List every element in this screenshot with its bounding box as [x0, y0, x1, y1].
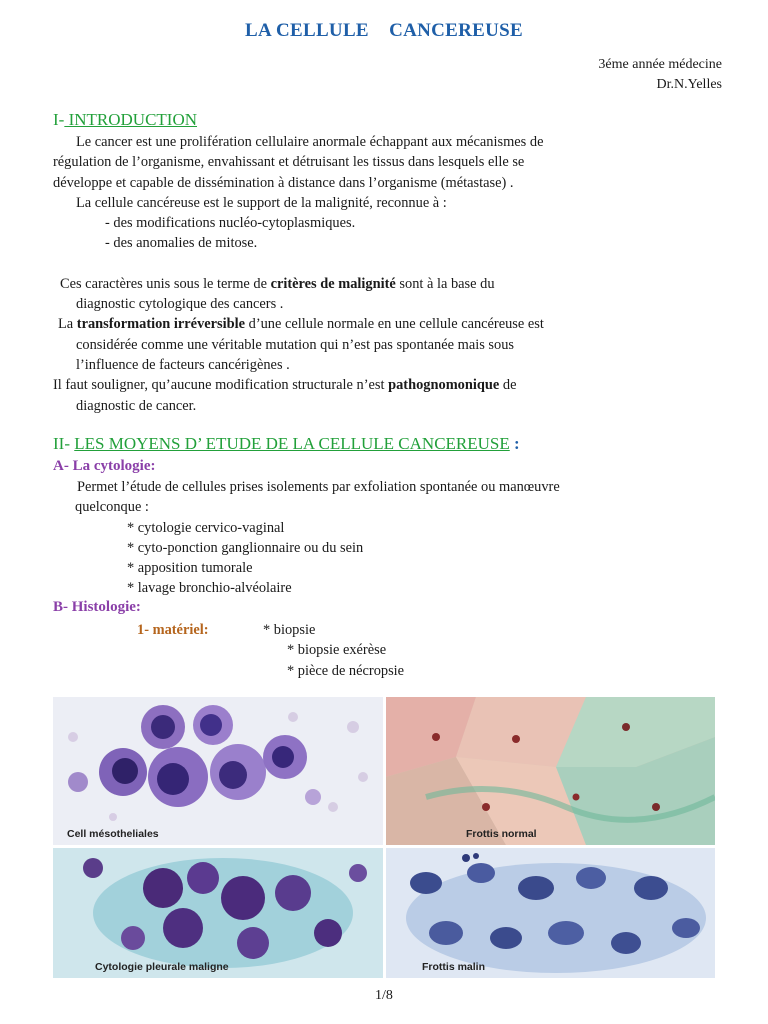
document-title: LA CELLULE CANCEREUSE: [244, 20, 523, 41]
text-span: Il faut souligner, qu’aucune modification structurale n’est: [53, 377, 389, 394]
normal-smear-illustration: [386, 697, 715, 845]
cyto-line: Permet l’étude de cellules prises isolements par exfoliation spontanée ou manœuvre: [77, 479, 560, 495]
intro-line: l’influence de facteurs cancérigènes .: [76, 356, 290, 373]
text-span: sont à la base du: [395, 275, 495, 292]
bold-term: critères de malignité: [270, 275, 396, 292]
list-item: * cyto-ponction ganglionnaire ou du sein: [127, 539, 364, 556]
intro-line: régulation de l’organisme, envahissant et détruisant les tissus dans lesquels elle se: [53, 154, 525, 171]
section-2-number: II-: [53, 434, 75, 453]
section-2-colon: :: [509, 434, 520, 453]
list-item: * biopsie: [263, 622, 316, 638]
intro-paragraph: [53, 314, 733, 334]
list-item: * lavage bronchio-alvéolaire: [127, 580, 292, 597]
page-number: 1/8: [375, 988, 393, 1003]
micrograph-mesothelial-cells: [53, 697, 383, 845]
section-2-heading: [53, 434, 520, 454]
intro-line: diagnostic de cancer.: [76, 397, 197, 414]
text-span: La: [58, 316, 77, 333]
section-1-number: I-: [53, 110, 65, 129]
intro-line: Le cancer est une prolifération cellulaire anormale échappant aux mécanismes de: [76, 134, 544, 150]
micrograph-caption: Frottis normal: [466, 828, 537, 840]
intro-line: La cellule cancéreuse est le support de la malignité, reconnue à :: [76, 194, 447, 211]
micrograph-caption: Cell mésotheliales: [67, 828, 159, 840]
author-info: [598, 55, 722, 95]
text-span: d’une cellule normale en une cellule cancéreuse est: [245, 316, 544, 333]
text-span: Ces caractères unis sous le terme de: [60, 275, 271, 292]
micrograph-caption: Cytologie pleurale maligne: [95, 961, 229, 973]
micrograph-malignant-smear: [386, 848, 715, 978]
subsection-cytologie: A- La cytologie:: [53, 458, 156, 474]
materiel-label: 1- matériel:: [137, 622, 209, 638]
bold-term: pathognomonique: [388, 377, 500, 394]
list-item: - des modifications nucléo-cytoplasmiques.: [105, 215, 356, 232]
micrograph-malignant-pleural: [53, 848, 383, 978]
introduction-body: [53, 132, 733, 416]
cytologie-body: [53, 477, 733, 599]
section-2-title: LES MOYENS D’ ETUDE DE LA CELLULE CANCEREUSE: [74, 434, 510, 453]
micrograph-caption: Frottis malin: [422, 961, 486, 973]
author-name: Dr.N.Yelles: [656, 77, 722, 92]
section-1-heading: [53, 110, 197, 130]
materiel-row: [137, 620, 404, 640]
list-item: - des anomalies de mitose.: [105, 235, 258, 252]
course-year: 3éme année médecine: [598, 57, 722, 72]
subsection-histologie: B- Histologie:: [53, 599, 141, 615]
intro-paragraph: [53, 274, 733, 294]
malignant-pleural-illustration: [53, 848, 383, 978]
intro-line: diagnostic cytologique des cancers .: [76, 296, 284, 313]
section-1-title: INTRODUCTION: [64, 110, 198, 129]
list-item: * pièce de nécropsie: [287, 662, 405, 679]
list-item: * cytologie cervico-vaginal: [127, 519, 285, 536]
bold-term: transformation irréversible: [76, 316, 246, 333]
malignant-smear-illustration: [386, 848, 715, 978]
text-span: de: [499, 377, 517, 394]
intro-paragraph: [53, 375, 733, 395]
intro-line: développe et capable de dissémination à distance dans l’organisme (métastase) .: [53, 174, 514, 191]
list-item: * biopsie exérèse: [287, 642, 387, 659]
mesothelial-cells-illustration: [53, 697, 383, 845]
cyto-line: quelconque :: [75, 499, 149, 516]
materiel-block: [137, 620, 404, 681]
list-item: * apposition tumorale: [127, 560, 253, 577]
intro-line: considérée comme une véritable mutation qui n’est pas spontanée mais sous: [76, 336, 514, 353]
micrograph-normal-smear: [386, 697, 715, 845]
